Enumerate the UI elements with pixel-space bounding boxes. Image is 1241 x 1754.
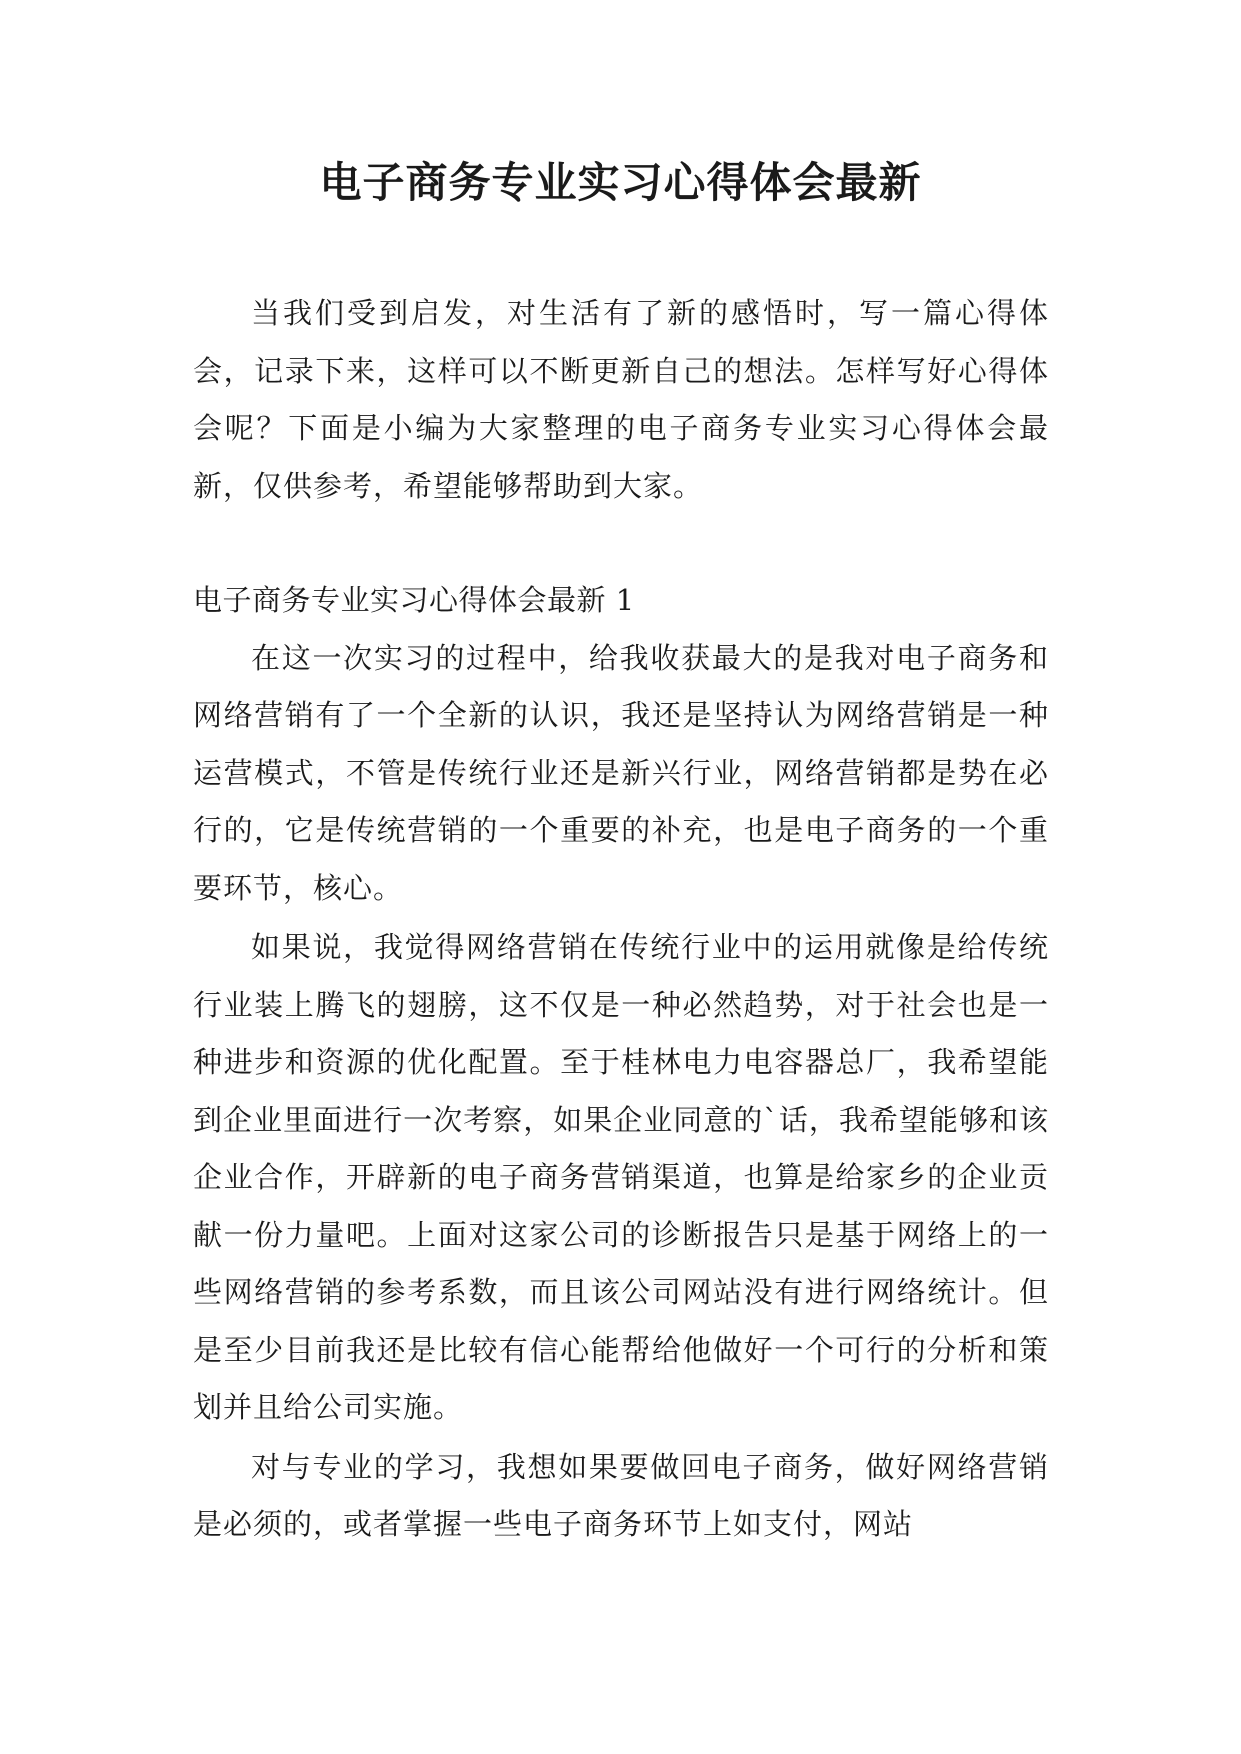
intro-paragraph: 当我们受到启发，对生活有了新的感悟时，写一篇心得体会，记录下来，这样可以不断更新自己的想法。怎样写好心得体会呢？下面是小编为大家整理的电子商务专业实习心得体会最新，仅供参考，希望能够帮助到大家。 [193,296,1049,503]
body-paragraph: 在这一次实习的过程中，给我收获最大的是我对电子商务和网络营销有了一个全新的认识，我还是坚持认为网络营销是一种运营模式，不管是传统行业还是新兴行业，网络营销都是势在必行的，它是传统营销的一个重要的补充，也是电子商务的一个重要环节，核心。 [193,640,1049,905]
document-title: 电子商务专业实习心得体会最新 [319,158,922,207]
body-paragraph: 如果说，我觉得网络营销在传统行业中的运用就像是给传统行业装上腾飞的翅膀，这不仅是一种必然趋势，对于社会也是一种进步和资源的优化配置。至于桂林电力电容器总厂，我希望能到企业里面进行一次考察，如果企业同意的`话，我希望能够和该企业合作，开辟新的电子商务营销渠道，也算是给家乡的企业贡献一份力量吧。上面对这家公司的诊断报告只是基于网络上的一些网络营销的参考系数，而且该公司网站没有进行网络统计。但是至少目前我还是比较有信心能帮给他做好一个可行的分析和策划并且给公司实施。 [193,930,1049,1424]
document-body [193,285,1049,1554]
body-paragraph: 对与专业的学习，我想如果要做回电子商务，做好网络营销是必须的，或者掌握一些电子商务环节上如支付，网站 [193,1449,1049,1541]
section-heading: 电子商务专业实习心得体会最新 1 [193,583,635,617]
